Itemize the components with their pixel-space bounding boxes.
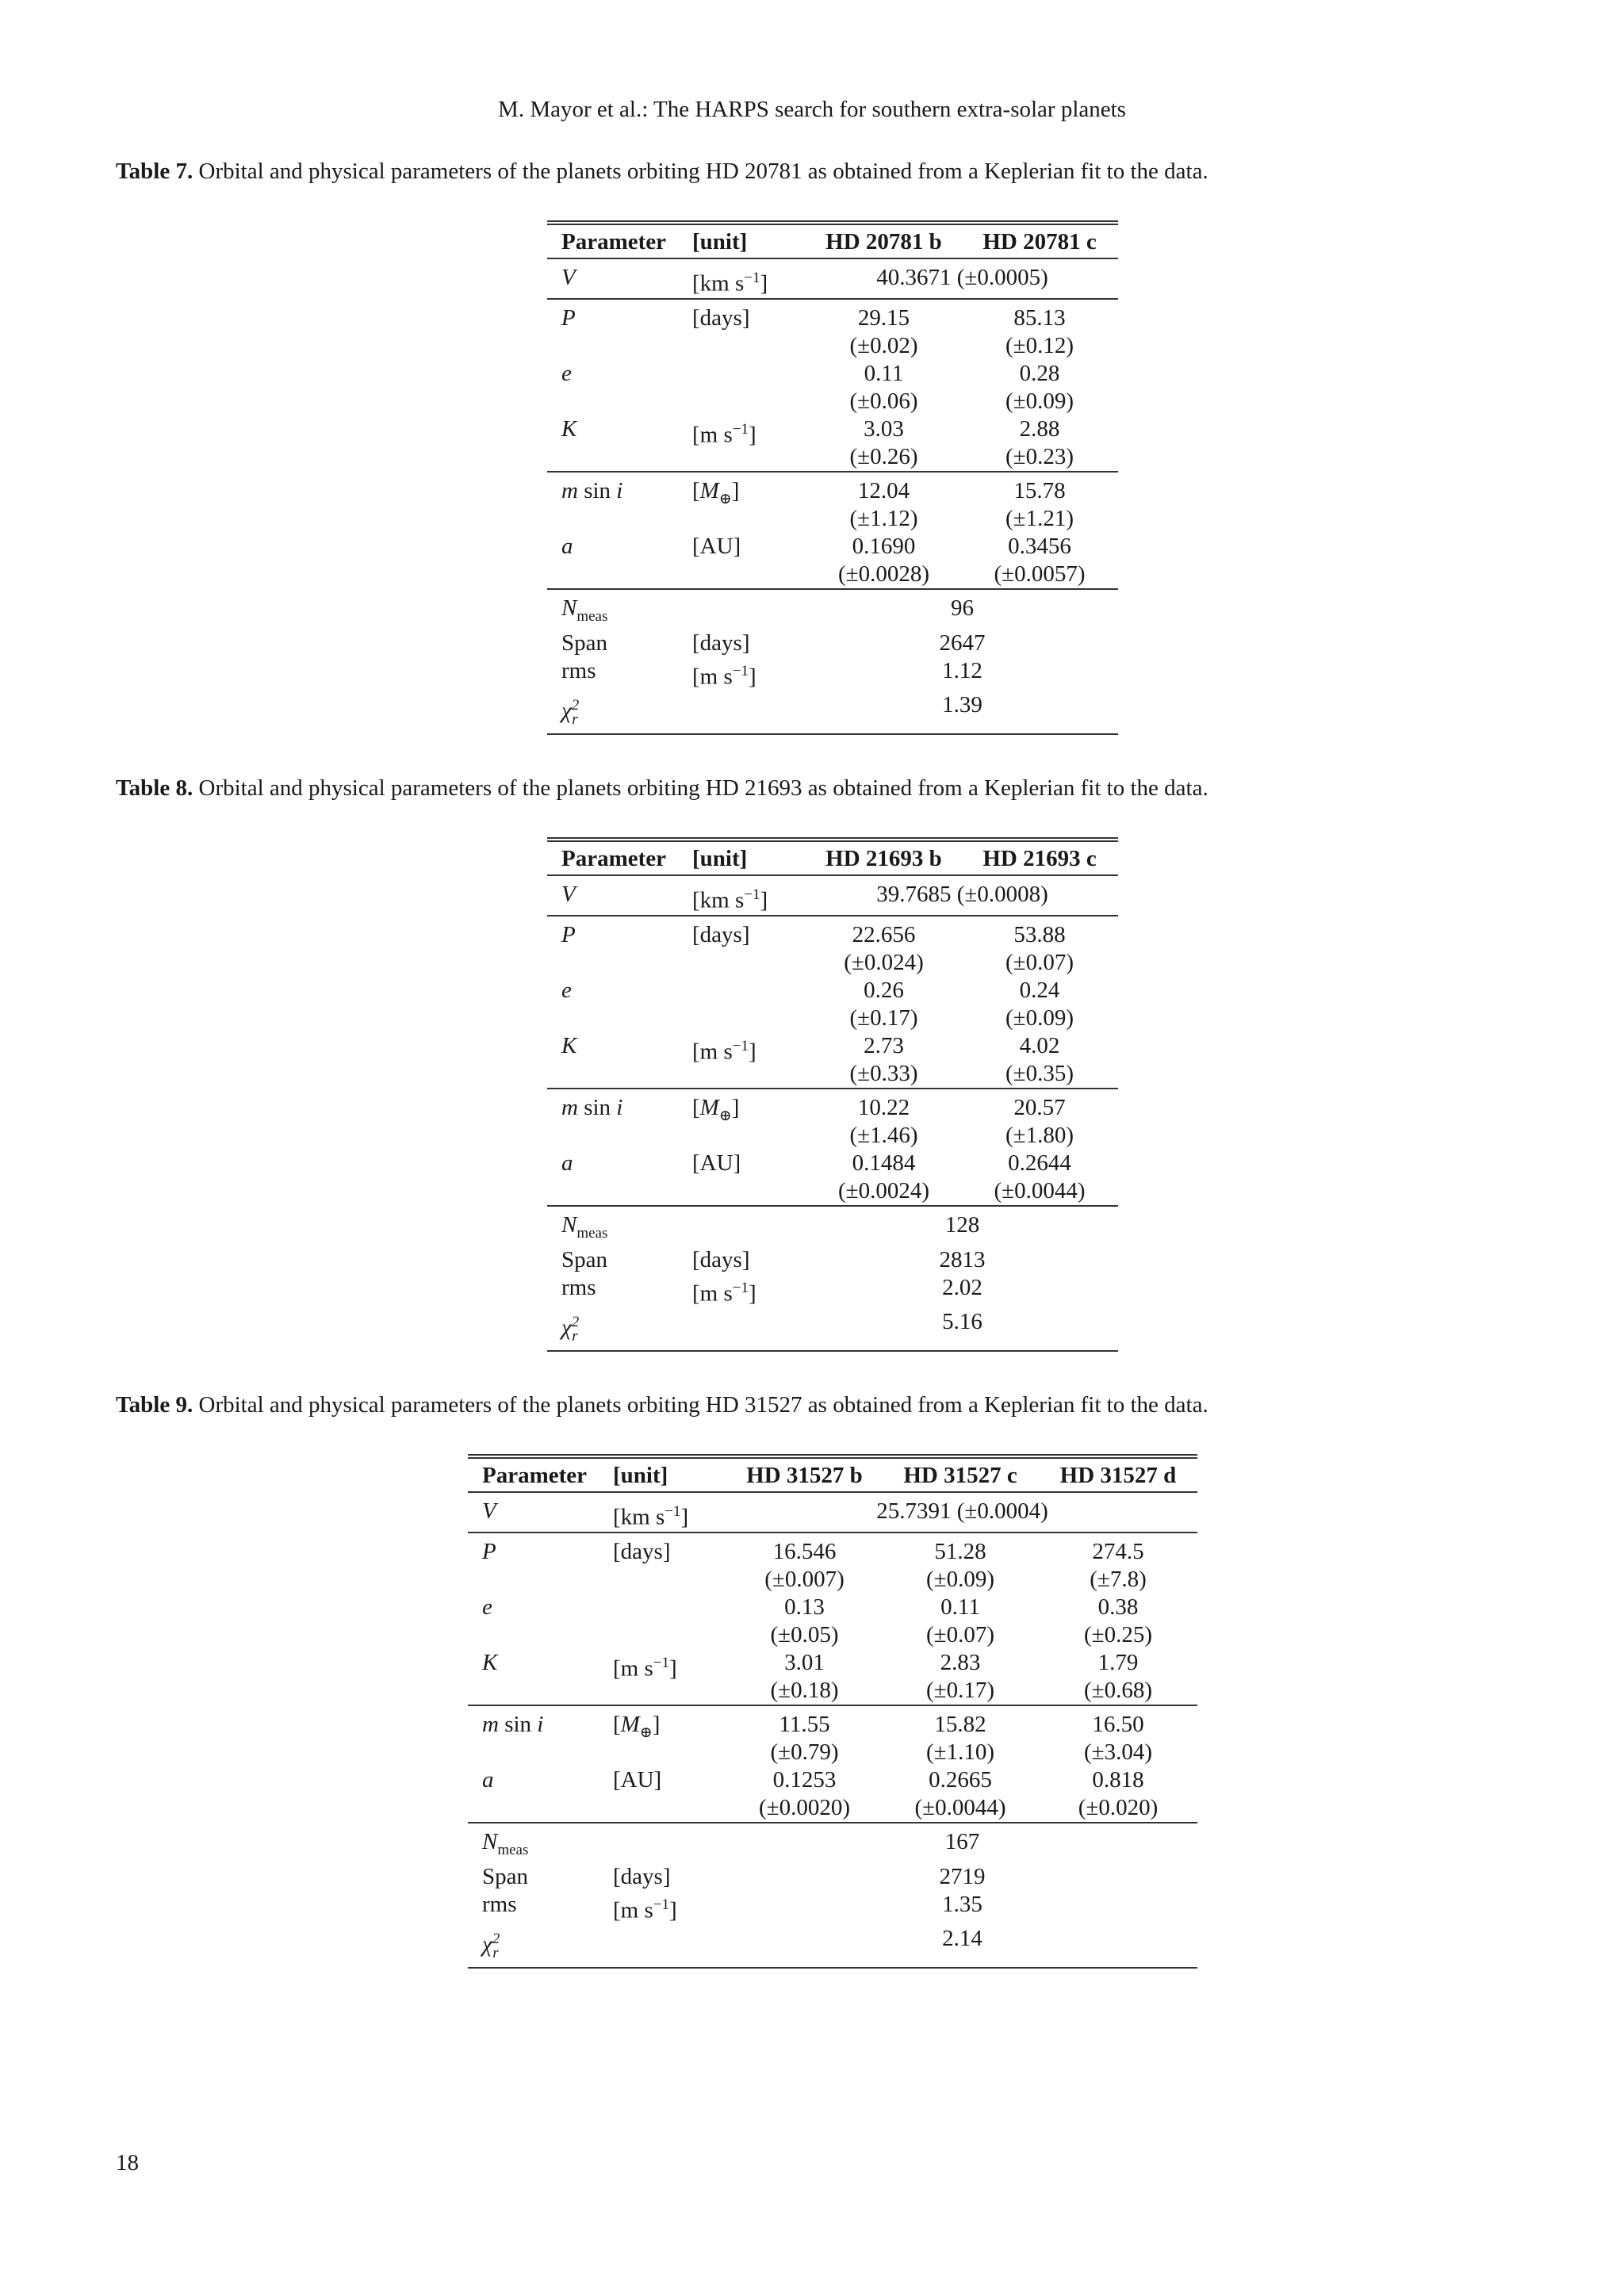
row-label: K — [561, 1032, 577, 1058]
planet-header: HD 21693 b — [806, 840, 961, 875]
cell-value: 0.13 (±0.05) — [770, 1594, 839, 1647]
cell-value: 4.02 (±0.35) — [1005, 1032, 1074, 1086]
rms-value: 2.02 — [942, 1275, 982, 1301]
table-9-caption — [116, 1391, 1511, 1419]
row-label: rms — [482, 1892, 517, 1918]
table-row — [468, 1594, 1197, 1649]
row-unit: [m $s^{-1}$] — [692, 420, 756, 448]
table-row — [547, 916, 1118, 977]
row-unit: $[M_\oplus]$ — [613, 1705, 727, 1766]
table-row — [468, 1533, 1197, 1594]
table-row — [547, 1274, 1118, 1308]
row-unit: [days] — [613, 1864, 671, 1890]
table-9-label: Table 9. — [116, 1392, 193, 1418]
planet-header: HD 21693 c — [961, 840, 1118, 875]
row-label: e — [561, 360, 572, 386]
row-unit: [AU] — [692, 533, 741, 559]
row-label: m sin i — [468, 1705, 613, 1766]
row-unit: [days] — [692, 299, 806, 360]
rms-value: 1.35 — [942, 1892, 982, 1918]
cell-value: 3.03 (±0.26) — [849, 415, 918, 469]
row-label: K — [482, 1649, 498, 1675]
table-row — [468, 1766, 1197, 1823]
table-row — [547, 1246, 1118, 1274]
n-meas-value: 167 — [727, 1823, 1197, 1864]
row-label: $\chi^2_r$ — [547, 1308, 692, 1350]
rms-value: 1.12 — [942, 658, 982, 684]
systemic-velocity: 39.7685 (±0.0008) — [876, 882, 1048, 907]
cell-value: 85.13 (±0.12) — [961, 299, 1118, 360]
row-label: Span — [482, 1864, 528, 1890]
row-label: V — [561, 265, 576, 290]
cell-value: 15.82 (±1.10) — [882, 1705, 1039, 1766]
planet-header: HD 20781 c — [961, 223, 1118, 258]
row-label: $N_{meas}$ — [547, 1206, 692, 1247]
table-9-caption-text: Orbital and physical parameters of the planets orbiting HD 31527 as obtained from a Keplerian fit to the data. — [193, 1392, 1208, 1418]
table-row — [547, 875, 1118, 916]
row-label: $N_{meas}$ — [468, 1823, 613, 1864]
table-row — [547, 691, 1118, 733]
cell-value: 16.50 (±3.04) — [1039, 1705, 1197, 1766]
table-row — [547, 415, 1118, 472]
table-row — [547, 1206, 1118, 1247]
table-row — [547, 589, 1118, 630]
table-row — [547, 977, 1118, 1032]
cell-value: 0.818 (±0.020) — [1078, 1766, 1159, 1820]
cell-value: 3.01 (±0.18) — [770, 1649, 839, 1703]
cell-value: 0.2644 (±0.0044) — [994, 1150, 1086, 1203]
table-row — [468, 1823, 1197, 1864]
cell-value: 0.11 (±0.06) — [849, 360, 918, 414]
param-header: Parameter — [547, 223, 692, 258]
table-row — [468, 1492, 1197, 1533]
table-row — [547, 472, 1118, 533]
table-7 — [547, 220, 1118, 735]
systemic-velocity: 40.3671 (±0.0005) — [876, 265, 1048, 290]
cell-value: 20.57 (±1.80) — [961, 1089, 1118, 1150]
table-8-caption-text: Orbital and physical parameters of the planets orbiting HD 21693 as obtained from a Keplerian fit to the data. — [193, 775, 1208, 801]
cell-value: 274.5 (±7.8) — [1039, 1533, 1197, 1594]
row-label: P — [468, 1533, 613, 1594]
row-unit: [km $s^{-1}$] — [613, 1503, 689, 1530]
cell-value: 2.83 (±0.17) — [926, 1649, 994, 1703]
table-row — [468, 1649, 1197, 1705]
row-label: P — [547, 916, 692, 977]
table-row — [547, 299, 1118, 360]
table-9 — [468, 1454, 1197, 1969]
param-header: Parameter — [547, 840, 692, 875]
cell-value: 1.79 (±0.68) — [1084, 1649, 1152, 1703]
table-row — [547, 657, 1118, 691]
span-value: 2813 — [939, 1247, 986, 1273]
cell-value: 0.1690 (±0.0028) — [838, 533, 929, 587]
row-unit: [m $s^{-1}$] — [692, 1280, 756, 1307]
row-label: Span — [561, 1247, 607, 1273]
table-8-label: Table 8. — [116, 775, 193, 801]
cell-value: 15.78 (±1.21) — [961, 472, 1118, 533]
row-unit: [m $s^{-1}$] — [613, 1654, 677, 1682]
table-row — [547, 1089, 1118, 1150]
chi2-value: 2.14 — [727, 1925, 1197, 1967]
row-label: Span — [561, 630, 607, 656]
row-label: rms — [561, 658, 596, 684]
cell-value: 0.28 (±0.09) — [1005, 360, 1074, 414]
table-7-label: Table 7. — [116, 159, 193, 184]
cell-value: 0.1484 (±0.0024) — [838, 1150, 929, 1203]
table-row — [468, 1863, 1197, 1891]
row-label: m sin i — [547, 472, 692, 533]
planet-header: HD 31527 b — [727, 1456, 882, 1492]
planet-header: HD 20781 b — [806, 223, 961, 258]
row-label: a — [482, 1766, 494, 1793]
unit-header: [unit] — [692, 840, 806, 875]
span-value: 2719 — [939, 1864, 986, 1890]
row-label: P — [547, 299, 692, 360]
table-8-caption — [116, 774, 1511, 802]
planet-header: HD 31527 d — [1039, 1456, 1197, 1492]
cell-value: 0.1253 (±0.0020) — [759, 1766, 850, 1820]
row-label: a — [561, 533, 573, 559]
row-unit — [692, 360, 806, 415]
row-unit — [613, 1594, 727, 1649]
row-unit — [692, 977, 806, 1032]
row-unit: [m $s^{-1}$] — [692, 1037, 756, 1065]
page-number: 18 — [116, 2150, 139, 2175]
cell-value: 2.88 (±0.23) — [1005, 415, 1074, 469]
row-unit: [km $s^{-1}$] — [692, 270, 768, 297]
row-label: $N_{meas}$ — [547, 589, 692, 630]
unit-header: [unit] — [613, 1456, 727, 1492]
table-row — [547, 360, 1118, 415]
cell-value: 0.26 (±0.17) — [849, 977, 918, 1031]
table-row — [547, 1308, 1118, 1350]
cell-value: 51.28 (±0.09) — [882, 1533, 1039, 1594]
running-head: M. Mayor et al.: The HARPS search for southern extra-solar planets — [498, 97, 1126, 122]
cell-value: 22.656 (±0.024) — [806, 916, 961, 977]
row-unit: [m $s^{-1}$] — [613, 1896, 677, 1924]
cell-value: 10.22 (±1.46) — [806, 1089, 961, 1150]
cell-value: 11.55 (±0.79) — [727, 1705, 882, 1766]
row-label: K — [561, 415, 577, 442]
cell-value: 2.73 (±0.33) — [849, 1032, 918, 1086]
row-unit: [days] — [692, 630, 750, 656]
row-label: V — [482, 1498, 496, 1524]
row-unit: [m $s^{-1}$] — [692, 663, 756, 691]
cell-value: 12.04 (±1.12) — [806, 472, 961, 533]
table-row — [547, 258, 1118, 299]
row-unit: [days] — [613, 1533, 727, 1594]
span-value: 2647 — [939, 630, 986, 656]
n-meas-value: 96 — [806, 589, 1118, 630]
cell-value: 53.88 (±0.07) — [961, 916, 1118, 977]
cell-value: 0.38 (±0.25) — [1084, 1594, 1152, 1647]
table-row — [547, 1032, 1118, 1089]
cell-value: 16.546 (±0.007) — [727, 1533, 882, 1594]
row-unit: $[M_\oplus]$ — [692, 472, 806, 533]
cell-value: 0.2665 (±0.0044) — [914, 1766, 1006, 1820]
row-label: V — [561, 882, 576, 907]
cell-value: 0.11 (±0.07) — [926, 1594, 994, 1647]
row-label: $\chi^2_r$ — [547, 691, 692, 733]
chi2-value: 5.16 — [806, 1308, 1118, 1350]
chi2-value: 1.39 — [806, 691, 1118, 733]
cell-value: 0.24 (±0.09) — [1005, 977, 1074, 1031]
row-label: $\chi^2_r$ — [468, 1925, 613, 1967]
row-unit: $[M_\oplus]$ — [692, 1089, 806, 1150]
table-row — [547, 533, 1118, 589]
n-meas-value: 128 — [806, 1206, 1118, 1247]
param-header: Parameter — [468, 1456, 613, 1492]
row-unit: [AU] — [613, 1766, 662, 1793]
table-7-caption-text: Orbital and physical parameters of the planets orbiting HD 20781 as obtained from a Keplerian fit to the data. — [193, 159, 1208, 184]
planet-header: HD 31527 c — [882, 1456, 1039, 1492]
table-7-caption — [116, 157, 1511, 186]
cell-value: 0.3456 (±0.0057) — [994, 533, 1086, 587]
row-label: e — [561, 977, 572, 1003]
cell-value: 29.15 (±0.02) — [806, 299, 961, 360]
table-row — [468, 1925, 1197, 1967]
table-row — [547, 1150, 1118, 1206]
unit-header: [unit] — [692, 223, 806, 258]
row-label: rms — [561, 1275, 596, 1301]
table-8 — [547, 837, 1118, 1352]
row-label: m sin i — [547, 1089, 692, 1150]
table-row — [547, 629, 1118, 657]
table-row — [468, 1705, 1197, 1766]
row-label: e — [482, 1594, 492, 1620]
systemic-velocity: 25.7391 (±0.0004) — [876, 1498, 1048, 1524]
row-unit: [days] — [692, 916, 806, 977]
table-row — [468, 1891, 1197, 1925]
row-unit: [km $s^{-1}$] — [692, 886, 768, 913]
row-unit: [AU] — [692, 1150, 741, 1176]
row-unit: [days] — [692, 1247, 750, 1273]
row-label: a — [561, 1150, 573, 1176]
